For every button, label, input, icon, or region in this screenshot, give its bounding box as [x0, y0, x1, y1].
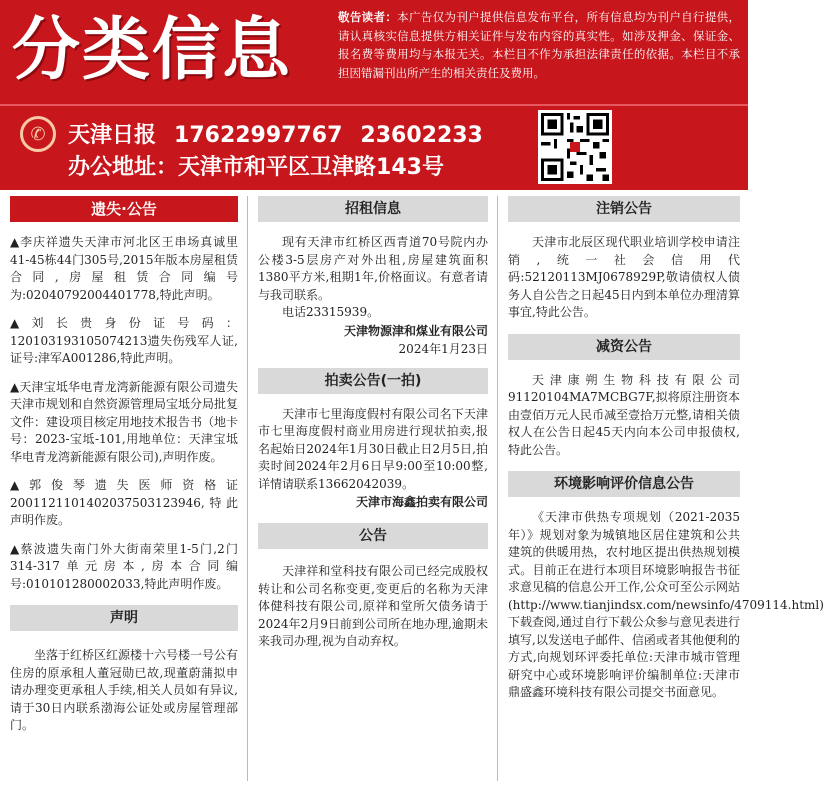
column-right [508, 196, 824, 702]
auction-body: 天津市七里海度假村有限公司名下天津市七里海度假村商业用房进行现状拍卖,报名起始日2024年1月30日截止日2月5日,拍卖时间2024年2月6日早9:00至10:00整,详情请联系13662042039。 [258, 406, 488, 491]
list-item: ▲蔡波遗失南门外大街南荣里1-5门,2门314-317单元房本,房本合同编号:01010128000203​3,特此声明作废。 [10, 541, 238, 591]
list-item: ▲郭俊琴遗失医师资格证200112110140203750312394​6,特此声明作废。 [10, 478, 238, 527]
list-item: ▲李庆祥遗失天津市河北区王串场真诚里41-45栋44门305号,2015年版本房屋租赁合同,房屋租赁合同编号为:02040792004401778,特此声明。 [10, 235, 238, 302]
header-banner [0, 0, 748, 190]
env-body: 《天津市供热专项规划（2021-2035年）》规划对象为城镇地区居住建筑和公共建筑的供暖用热，农村地区提出供热规划模式。目前正在进行本项目环境影响报告书征求意见稿的信息公开工作,公众可至公示网站(http://www.tianjindsx.com/newsinfo/4709114.html)下载查阅,通过自行下载公众参与意见表进行填写,以发送电子邮件、信函或者其他便利的方式,向规划环评委托单位:天津市城市管理研究中心或环境影响评价编制单位:天津市鼎盛鑫环境科技有限公司提交书面意见。 [508, 510, 824, 699]
paper-name: 天津日报 [68, 123, 157, 148]
phone-1: 17622997767 [174, 123, 343, 148]
notice-body: 天津祥和堂科技有限公司已经完成股权转让和公司名称变更,变更后的名称为天津体健科技有限公司,原祥和堂所欠债务请于2024年2月9日前到公司所在地办理,逾期未来我司办理,视为自动弃权。 [258, 564, 488, 648]
hire-body: 现有天津市红桥区西青道70号院内办公楼3-5层房产对外出租,房屋建筑面积1380平方米,租期1年,价格面议。有意者请与我司联系。 [258, 235, 488, 302]
contact-address [68, 150, 444, 181]
hire-date: 2024年1月23日 [398, 341, 488, 356]
column-left [10, 196, 238, 735]
section-head-lost: 遗失·公告 [10, 196, 238, 222]
statement-body: 坐落于红桥区红源楼十六号楼一号公有住房的原承租人董冠勋已故,现董蔚蒲拟申请办理变更承租人手续,相关人员如有异议,请于30日内联系渤海公证处或房屋管理部门。 [10, 648, 239, 732]
header-divider [0, 104, 748, 106]
hire-signature: 天津物源津和煤业有限公司 [343, 323, 488, 338]
reduce-body: 天津康朔生物科技有限公司91120104MA7MCBG7F,拟将原注册资本由壹佰万元人民币减至壹拾万元整,请相关债权人在公告日起45天内向本公司申报债权,特此公告。 [508, 372, 740, 457]
section-head-auction: 拍卖公告(一拍) [258, 368, 488, 394]
address-label: 办公地址： [68, 155, 179, 180]
phone-icon: ✆ [20, 116, 56, 152]
column-middle [258, 196, 488, 651]
section-head-reduce: 减资公告 [508, 334, 740, 360]
qr-code-icon [538, 110, 612, 184]
section-head-statement: 声明 [10, 605, 238, 631]
notice-body: 本广告仅为刊户提供信息发布平台，所有信息均为刊户自行提供，请认真核实信息提供方相关证件与发布内容的真实性。如涉及押金、保证金、报名费等费用均与本报无关。本栏目不作为承担法律责任的依据。本栏目不承担因错漏刊出所产生的相关责任及费用。 [338, 10, 741, 80]
section-head-notice: 公告 [258, 523, 488, 549]
section-head-env: 环境影响评价信息公告 [508, 471, 740, 497]
section-head-cancel: 注销公告 [508, 196, 740, 222]
contact-phones [68, 118, 501, 149]
column-divider [247, 196, 248, 781]
list-item: ▲天津宝坻华电青龙湾新能源有限公司遗失天津市规划和自然资源管理局宝坻分局批复文件：建设项目核定用地技术报告书（地卡号：2023-宝坻-101,用地单位：天津宝坻华电青龙湾新能源有限公司),声明作废。 [10, 379, 239, 464]
phone-2: 23602233 [360, 123, 483, 148]
list-item: ▲刘长贵身份证号码：120103193105074213遗失伤残军人证,证号:津军A001286,特此声明。 [10, 316, 238, 365]
reader-notice [338, 8, 740, 82]
auction-signature: 天津市海鑫拍卖有限公司 [355, 495, 488, 509]
page-title: 分类信息 [12, 11, 293, 90]
address-value: 天津市和平区卫津路143号 [178, 155, 444, 180]
section-head-hire: 招租信息 [258, 196, 488, 222]
cancel-body: 天津市北辰区现代职业培训学校申请注销,统一社会信用代码:52120113MJ0678929P,敬请债权人债务人自公告之日起45日内到本单位办理清算事宜,特此公告。 [508, 235, 740, 319]
column-divider [497, 196, 498, 781]
notice-title: 敬告读者： [338, 10, 398, 24]
hire-phone: 电话23315939。 [282, 305, 380, 319]
